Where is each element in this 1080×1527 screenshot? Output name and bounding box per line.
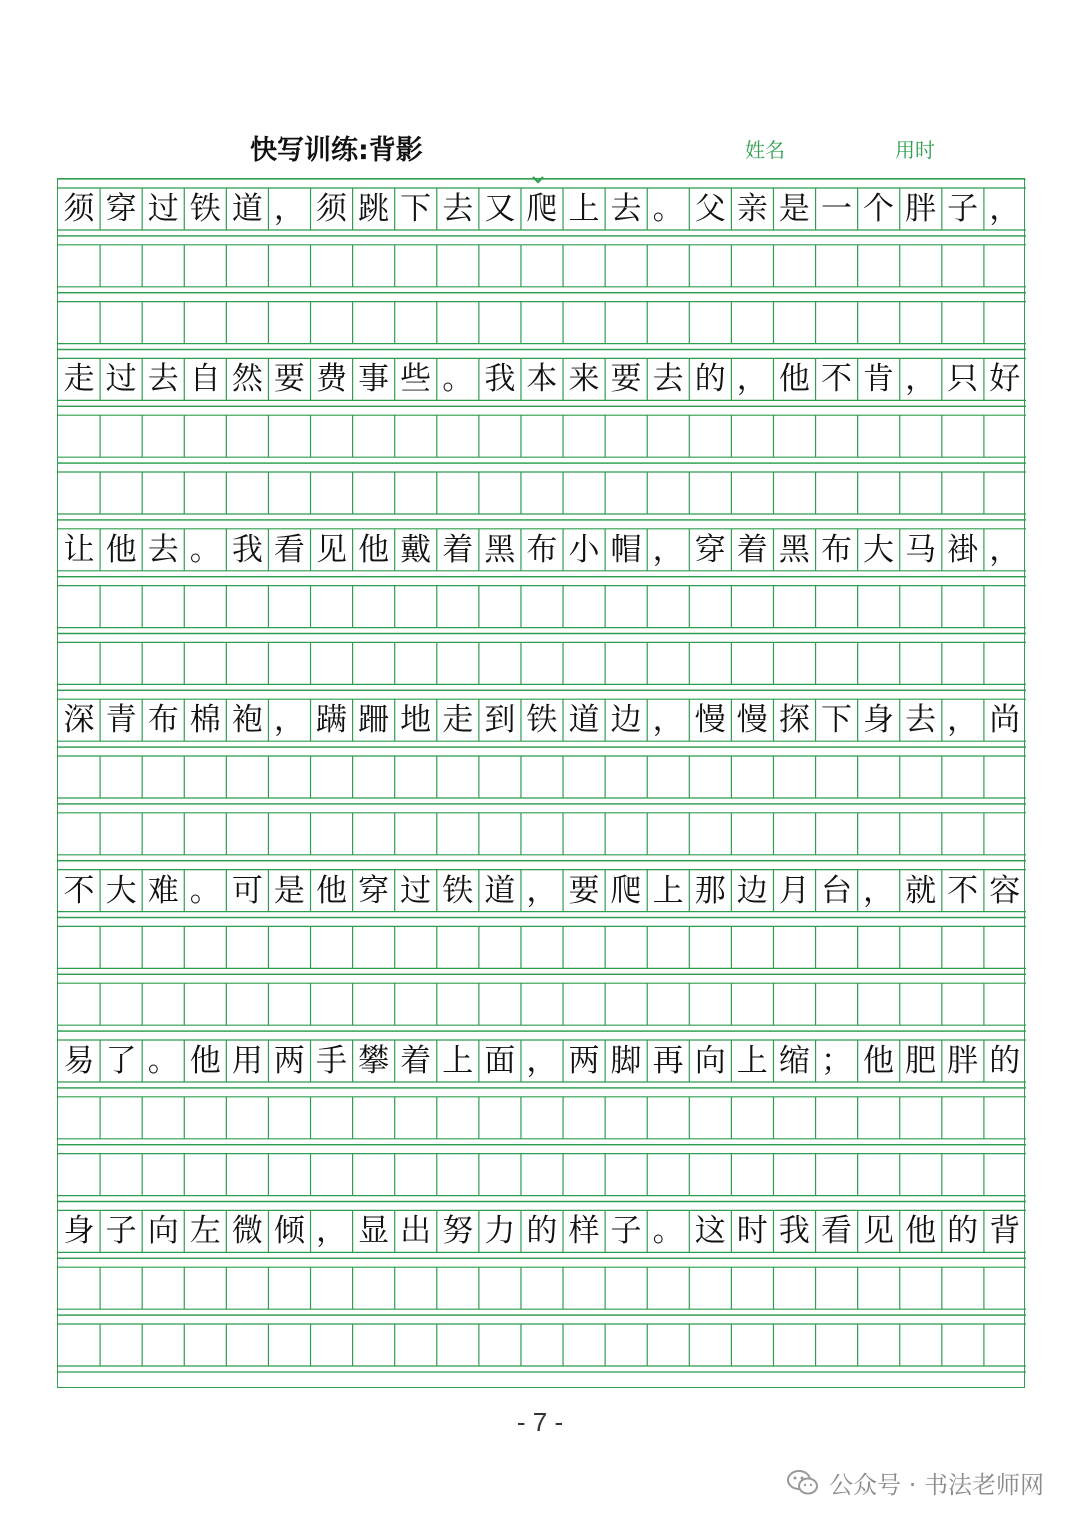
grid-character: ， <box>526 1043 558 1079</box>
grid-character: 着 <box>400 1043 432 1079</box>
grid-character: 可 <box>231 872 263 909</box>
grid-character: 铁 <box>526 702 558 739</box>
grid-character: 费 <box>316 361 347 398</box>
grid-character: 缩 <box>778 1043 810 1079</box>
grid-character: 小 <box>568 531 600 568</box>
grid-character: ， <box>989 191 1021 227</box>
grid-character: 须 <box>63 191 95 227</box>
grid-character: 帽 <box>610 531 642 568</box>
grid-character: 去 <box>147 531 179 568</box>
grid-character: 深 <box>63 702 95 739</box>
grid-character: 只 <box>947 361 979 398</box>
grid-character: 力 <box>484 1213 516 1250</box>
grid-character: ， <box>273 702 305 739</box>
grid-character: 来 <box>568 361 600 398</box>
grid-character: 尚 <box>989 702 1021 739</box>
grid-character: 爬 <box>610 872 642 909</box>
grid-character: 父 <box>694 191 726 227</box>
grid-character: 不 <box>947 872 979 909</box>
grid-character: 。 <box>189 531 221 568</box>
grid-character: 。 <box>442 361 474 398</box>
text-line <box>58 1210 1026 1252</box>
grid-character: 的 <box>989 1043 1021 1079</box>
grid-character: 他 <box>778 361 810 398</box>
grid-character: 着 <box>442 531 474 568</box>
grid-character: 子 <box>947 191 979 227</box>
grid-character: 面 <box>484 1043 516 1079</box>
grid-character: 蹒 <box>316 702 347 739</box>
text-line <box>58 699 1026 741</box>
grid-character: 自 <box>189 361 221 398</box>
grid-character: 去 <box>652 361 684 398</box>
grid-character: 黑 <box>778 531 810 568</box>
grid-character: 铁 <box>189 191 221 227</box>
grid-character: 两 <box>273 1043 305 1079</box>
grid-character: 又 <box>484 191 516 227</box>
grid-character: 肯 <box>863 361 895 398</box>
grid-character: 这 <box>694 1213 726 1250</box>
grid-character: 容 <box>989 872 1021 909</box>
grid-character: 脚 <box>610 1043 642 1079</box>
text-line <box>58 1040 1026 1082</box>
grid-character: 显 <box>358 1213 390 1250</box>
grid-character: 过 <box>147 191 179 227</box>
grid-character: 去 <box>147 361 179 398</box>
grid-character: 然 <box>231 361 263 398</box>
grid-character: 青 <box>105 702 137 739</box>
grid-character: 地 <box>400 702 432 739</box>
grid-character: 两 <box>568 1043 600 1079</box>
grid-character: 手 <box>316 1043 347 1079</box>
grid-character: 身 <box>63 1213 95 1250</box>
grid-character: 微 <box>231 1213 263 1250</box>
grid-character: 马 <box>905 531 937 568</box>
grid-character: 。 <box>189 872 221 909</box>
grid-character: 让 <box>63 531 95 568</box>
grid-character: 褂 <box>947 531 979 568</box>
grid-character: 穿 <box>694 531 726 568</box>
grid-character: 子 <box>105 1213 137 1250</box>
grid-character: 台 <box>820 872 852 909</box>
grid-character: 向 <box>147 1213 179 1250</box>
grid-character: 过 <box>105 361 137 398</box>
grid-character: 亲 <box>736 191 768 227</box>
grid-character: ， <box>652 531 684 568</box>
grid-character: 去 <box>905 702 937 739</box>
grid-character: 肥 <box>905 1043 937 1079</box>
grid-character: 穿 <box>105 191 137 227</box>
grid-character: 他 <box>316 872 347 909</box>
grid-character: 我 <box>231 531 263 568</box>
grid-character: 上 <box>736 1043 768 1079</box>
grid-character: 上 <box>652 872 684 909</box>
grid-character: 他 <box>358 531 390 568</box>
text-line <box>58 870 1026 912</box>
grid-character: 样 <box>568 1213 600 1250</box>
grid-character: 大 <box>105 872 137 909</box>
grid-character: 努 <box>442 1213 474 1250</box>
name-label: 姓名 <box>745 138 785 162</box>
grid-character: 的 <box>947 1213 979 1250</box>
grid-character: 道 <box>568 702 600 739</box>
grid-character: ， <box>947 702 979 739</box>
grid-character: ， <box>863 872 895 909</box>
grid-character: 上 <box>442 1043 474 1079</box>
grid-character: 过 <box>400 872 432 909</box>
grid-character: ， <box>905 361 937 398</box>
grid-character: 他 <box>189 1043 221 1079</box>
grid-character: 穿 <box>358 872 390 909</box>
grid-character: 看 <box>820 1213 852 1250</box>
grid-character: 慢 <box>694 702 726 739</box>
grid-character: 走 <box>442 702 474 739</box>
grid-character: 本 <box>526 361 558 398</box>
grid-character: 个 <box>863 191 895 227</box>
grid-character: 布 <box>526 531 558 568</box>
grid-character: 用 <box>231 1043 263 1079</box>
grid-character: 黑 <box>484 531 516 568</box>
grid-character: 是 <box>778 191 810 227</box>
grid-character: 是 <box>273 872 305 909</box>
grid-character: 。 <box>147 1043 179 1079</box>
grid-character: 事 <box>358 361 390 398</box>
grid-character: 须 <box>316 191 347 227</box>
grid-character: ， <box>989 531 1021 568</box>
grid-character: 见 <box>863 1213 895 1250</box>
grid-character: 左 <box>189 1213 221 1250</box>
grid-character: 到 <box>484 702 516 739</box>
grid-character: 要 <box>610 361 642 398</box>
grid-character: 。 <box>652 191 684 227</box>
watermark-text: 公众号 · 书法老师网 <box>829 1471 1044 1499</box>
time-label: 用时 <box>895 138 935 162</box>
grid-character: 见 <box>316 531 347 568</box>
text-line <box>58 529 1026 571</box>
grid-character: 胖 <box>947 1043 979 1079</box>
grid-character: 道 <box>484 872 516 909</box>
grid-character: 向 <box>694 1043 726 1079</box>
text-line <box>58 358 1026 400</box>
grid-character: 再 <box>652 1043 684 1079</box>
grid-character: ； <box>820 1043 852 1079</box>
grid-character: 跚 <box>358 702 390 739</box>
grid-character: 边 <box>610 702 642 739</box>
grid-character: 的 <box>526 1213 558 1250</box>
page-number: - 7 - <box>516 1407 564 1437</box>
grid-character: 些 <box>400 361 432 398</box>
grid-character: 胖 <box>905 191 937 227</box>
grid-character: 他 <box>905 1213 937 1250</box>
grid-character: 边 <box>736 872 768 909</box>
grid-character: 月 <box>778 872 810 909</box>
grid-character: 不 <box>63 872 95 909</box>
grid-character: 我 <box>484 361 516 398</box>
grid-character: 时 <box>736 1213 768 1250</box>
text-line <box>58 188 1026 230</box>
grid-character: 慢 <box>736 702 768 739</box>
grid-character: 一 <box>820 191 852 227</box>
wechat-icon <box>787 1469 819 1497</box>
watermark <box>787 1465 1044 1500</box>
grid-character: 我 <box>778 1213 810 1250</box>
grid-character: 的 <box>694 361 726 398</box>
grid-character: 要 <box>273 361 305 398</box>
grid-character: 铁 <box>442 872 474 909</box>
grid-character: 难 <box>147 872 179 909</box>
grid-character: 下 <box>400 191 432 227</box>
grid-character: 走 <box>63 361 95 398</box>
grid-character: 看 <box>273 531 305 568</box>
grid-character: ， <box>736 361 768 398</box>
grid-character: ， <box>526 872 558 909</box>
grid-character: 布 <box>820 531 852 568</box>
grid-character: 身 <box>863 702 895 739</box>
page-title: 快写训练:背影 <box>250 135 423 166</box>
grid-character: 倾 <box>273 1213 305 1250</box>
grid-character: ， <box>273 191 305 227</box>
grid-character: 上 <box>568 191 600 227</box>
grid-character: 布 <box>147 702 179 739</box>
grid-character: 不 <box>820 361 852 398</box>
grid-character: 易 <box>63 1043 95 1079</box>
grid-character: 着 <box>736 531 768 568</box>
writing-grid <box>57 178 1025 1388</box>
grid-character: 那 <box>694 872 726 909</box>
grid-character: ， <box>652 702 684 739</box>
grid-character: 大 <box>863 531 895 568</box>
grid-character: 下 <box>820 702 852 739</box>
grid-character: 棉 <box>189 702 221 739</box>
grid-character: 背 <box>989 1213 1021 1250</box>
grid-character: 去 <box>442 191 474 227</box>
grid-character: 跳 <box>358 191 390 227</box>
grid-character: 去 <box>610 191 642 227</box>
grid-character: 好 <box>989 361 1021 398</box>
grid-character: ， <box>316 1213 347 1250</box>
grid-character: 爬 <box>526 191 558 227</box>
grid-character: 戴 <box>400 531 432 568</box>
grid-character: 道 <box>231 191 263 227</box>
grid-character: 。 <box>652 1213 684 1250</box>
grid-character: 出 <box>400 1213 432 1250</box>
grid-character: 袍 <box>231 702 263 739</box>
grid-character: 子 <box>610 1213 642 1250</box>
grid-character: 攀 <box>358 1043 390 1079</box>
grid-character: 了 <box>105 1043 137 1079</box>
grid-character: 就 <box>905 872 937 909</box>
grid-character: 要 <box>568 872 600 909</box>
grid-character: 探 <box>778 702 810 739</box>
grid-character: 他 <box>105 531 137 568</box>
grid-character: 他 <box>863 1043 895 1079</box>
